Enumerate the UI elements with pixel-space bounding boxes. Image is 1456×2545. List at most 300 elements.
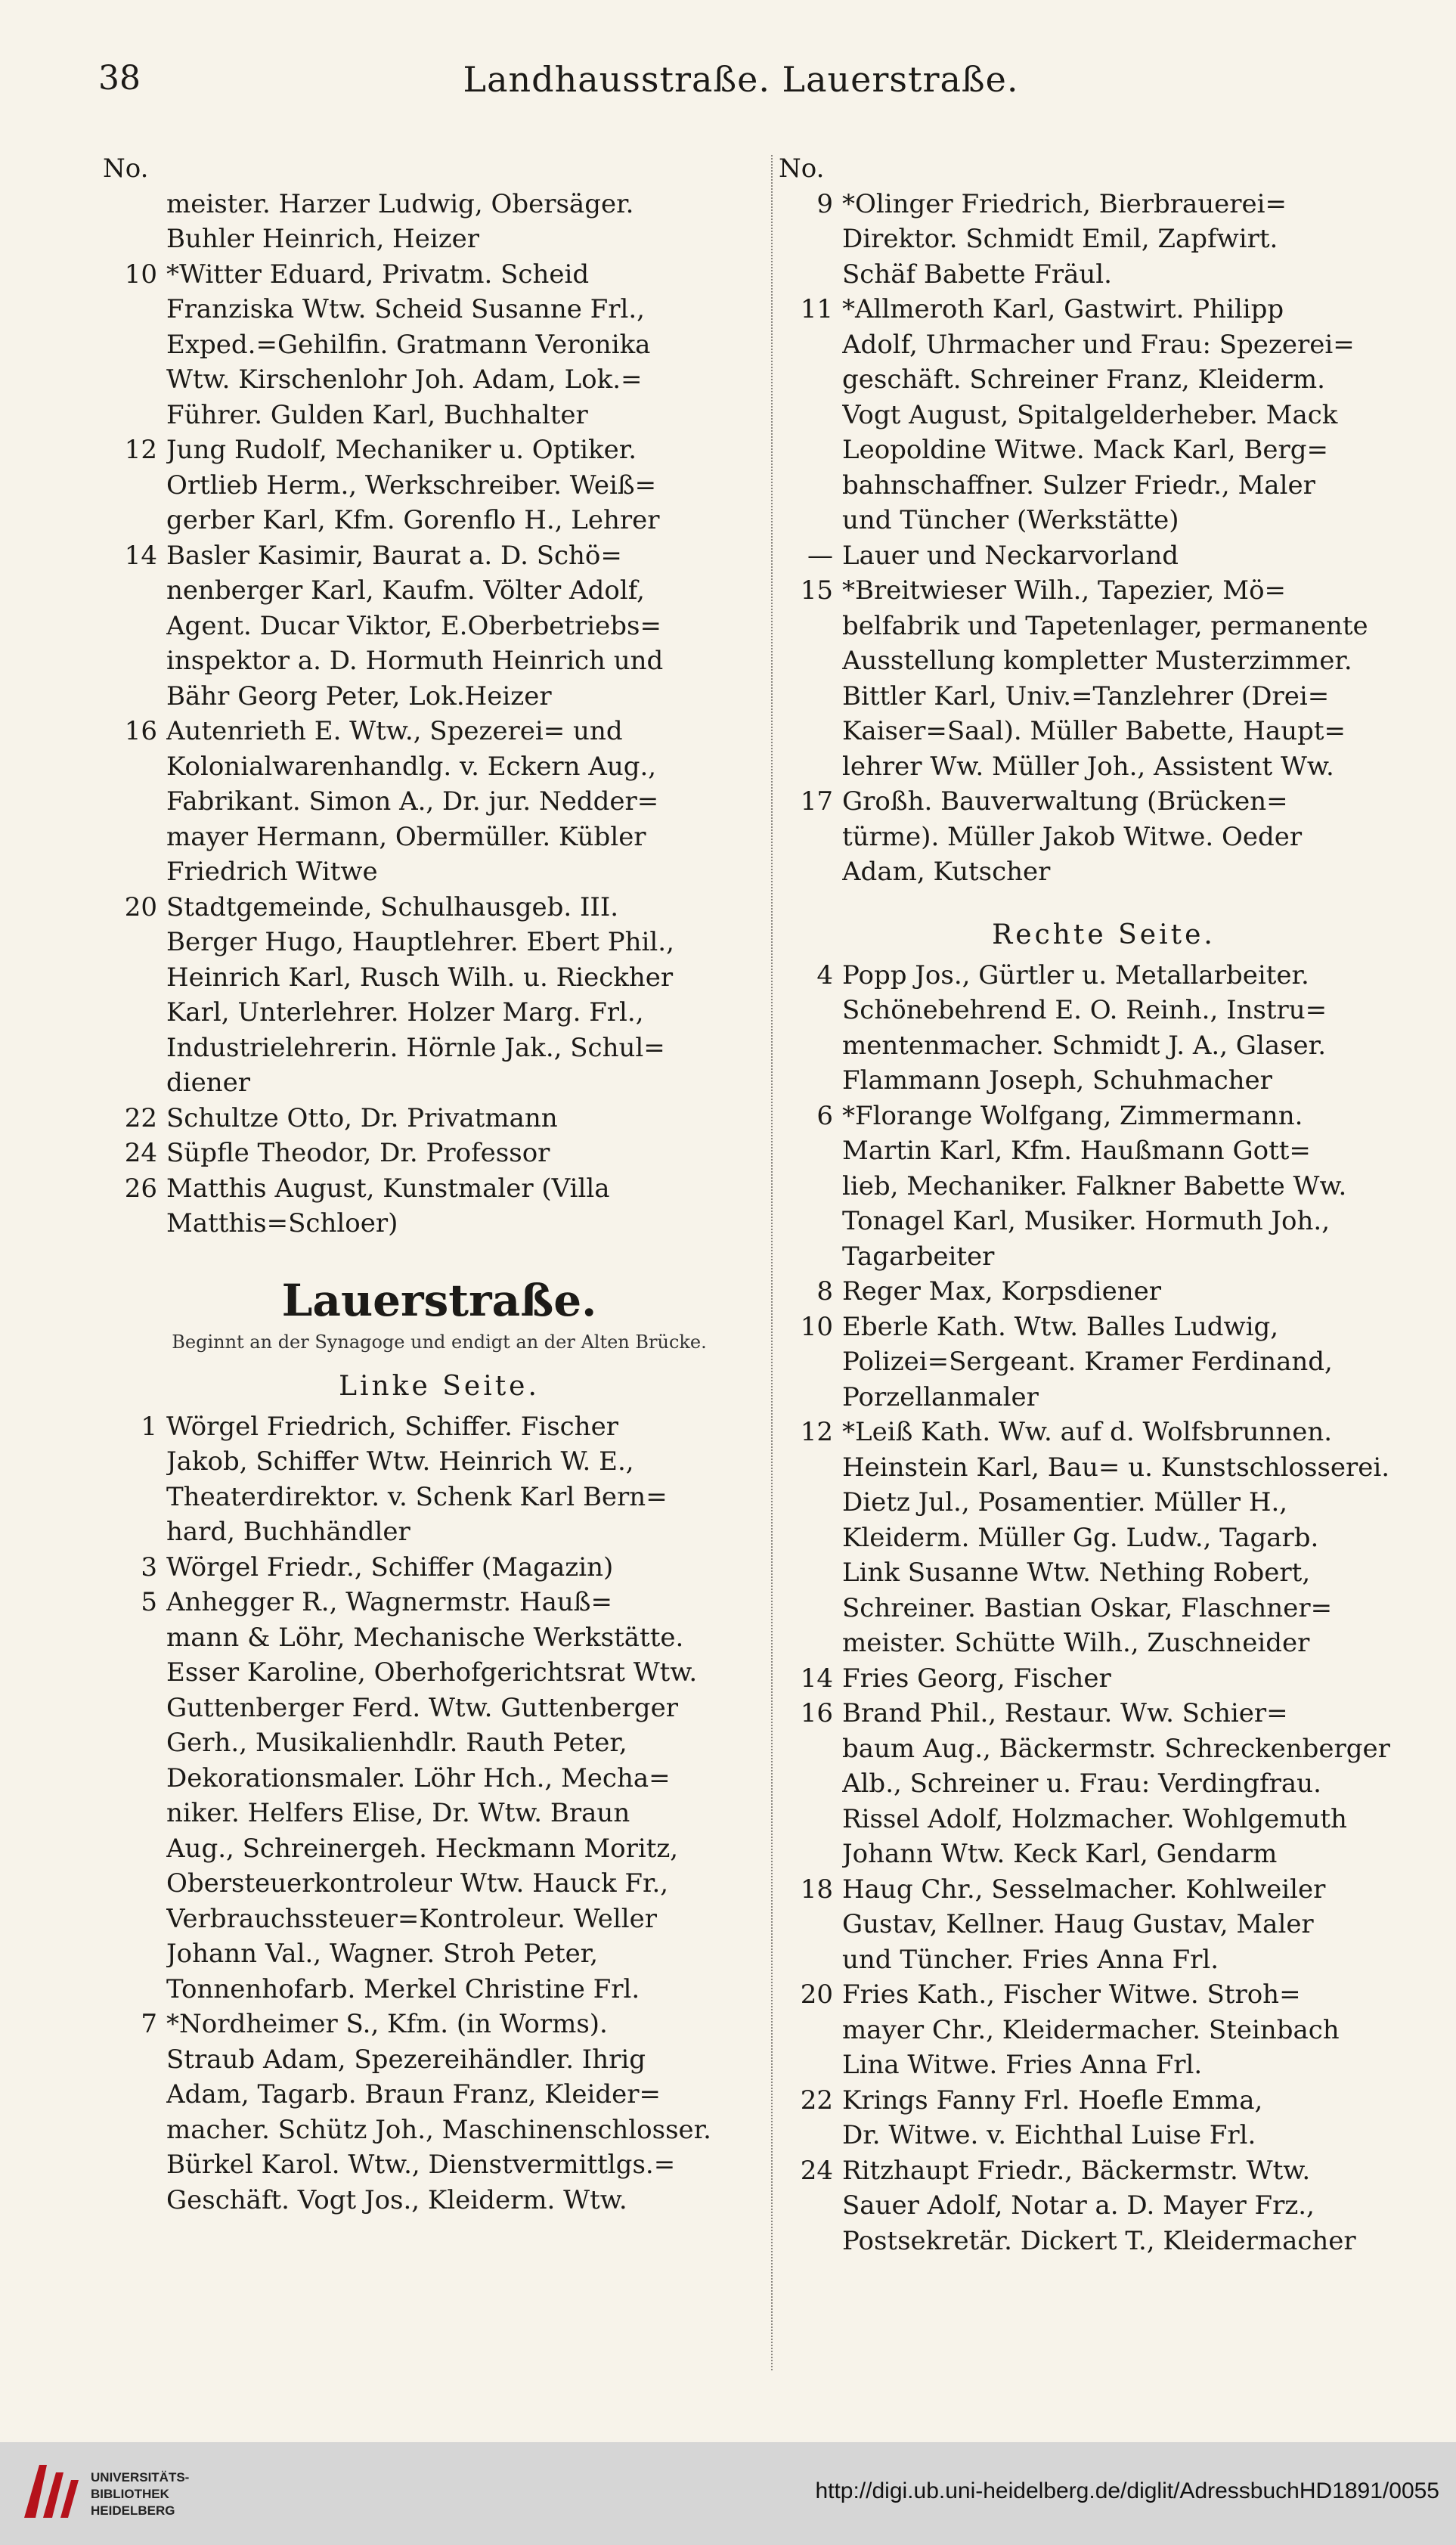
- house-number: [103, 1620, 166, 1656]
- entry-text: Ausstellung kompletter Musterzimmer.: [842, 646, 1352, 676]
- house-number: [103, 503, 166, 538]
- entry-row: [103, 925, 776, 960]
- entry-row: [103, 362, 776, 398]
- entry-row: [103, 714, 776, 749]
- entry-row: [779, 1450, 1429, 1486]
- entry-text: Esser Karoline, Oberhofgerichtsrat Wtw.: [166, 1657, 698, 1688]
- entry-text: Jung Rudolf, Mechaniker u. Optiker.: [166, 435, 637, 465]
- entry-row: [779, 2013, 1429, 2048]
- house-number: [779, 609, 842, 644]
- house-number: [103, 1936, 166, 1972]
- entry-text: Adam, Tagarb. Braun Franz, Kleider=: [166, 2079, 661, 2109]
- entry-row: [779, 2224, 1429, 2259]
- entry-row: [779, 1591, 1429, 1626]
- right-top-entries: [779, 187, 1429, 890]
- entry-text: macher. Schütz Joh., Maschinenschlosser.: [166, 2114, 711, 2145]
- entry-row: [779, 1907, 1429, 1942]
- entry-text: *Nordheimer S., Kfm. (in Worms).: [166, 2009, 608, 2039]
- entry-text: *Leiß Kath. Ww. auf d. Wolfsbrunnen.: [842, 1417, 1333, 1447]
- house-number: 12: [800, 1417, 833, 1447]
- entry-text: Ortlieb Herm., Werkschreiber. Weiß=: [166, 470, 657, 501]
- house-number: [779, 643, 842, 679]
- left-bottom-entries: [103, 1409, 776, 2218]
- entry-text: Lauer und Neckarvorland: [842, 540, 1179, 571]
- entry-row: [779, 2188, 1429, 2224]
- entry-text: Reger Max, Korpsdiener: [842, 1276, 1161, 1307]
- house-number: [779, 854, 842, 890]
- entry-text: Rissel Adolf, Holzmacher. Wohlgemuth: [842, 1803, 1347, 1834]
- house-number: 17: [800, 786, 833, 817]
- entry-text: Wörgel Friedrich, Schiffer. Fischer: [166, 1411, 618, 1442]
- house-number: [779, 2118, 842, 2153]
- entry-text: Alb., Schreiner u. Frau: Verdingfrau.: [842, 1768, 1321, 1799]
- house-number: [103, 573, 166, 609]
- house-number: 9: [816, 188, 833, 219]
- entry-text: und Tüncher (Werkstätte): [842, 505, 1179, 535]
- house-number: [779, 820, 842, 855]
- entry-row: [779, 1731, 1429, 1767]
- entry-row: [779, 609, 1429, 644]
- house-number: [779, 2188, 842, 2224]
- entry-row: [779, 1661, 1429, 1697]
- entry-row: [779, 292, 1429, 327]
- entry-text: Kolonialwarenhandlg. v. Eckern Aug.,: [166, 751, 657, 782]
- entry-text: mayer Hermann, Obermüller. Kübler: [166, 821, 646, 852]
- entry-text: Tagarbeiter: [842, 1241, 995, 1272]
- entry-text: Aug., Schreinergeh. Heckmann Moritz,: [166, 1833, 679, 1864]
- house-number: [103, 609, 166, 644]
- house-number: [103, 1514, 166, 1550]
- entry-text: gerber Karl, Kfm. Gorenflo H., Lehrer: [166, 505, 660, 535]
- house-number: [779, 398, 842, 433]
- column-divider: [771, 155, 773, 2370]
- entry-text: Theaterdirektor. v. Schenk Karl Bern=: [166, 1481, 668, 1512]
- entry-row: [779, 1344, 1429, 1380]
- entry-text: Heinstein Karl, Bau= u. Kunstschlosserei.: [842, 1452, 1390, 1483]
- house-number: [779, 679, 842, 715]
- viewer-footer: [0, 2442, 1456, 2545]
- entry-row: [103, 1655, 776, 1691]
- house-number: 12: [124, 435, 157, 465]
- entry-row: [779, 2047, 1429, 2083]
- entry-row: [103, 609, 776, 644]
- entry-text: Wtw. Kirschenlohr Joh. Adam, Lok.=: [166, 364, 643, 395]
- entry-row: [103, 1761, 776, 1796]
- entry-row: [779, 749, 1429, 785]
- entry-row: [779, 784, 1429, 820]
- entry-row: [779, 2118, 1429, 2153]
- house-number: [103, 398, 166, 433]
- entry-text: Dr. Witwe. v. Eichthal Luise Frl.: [842, 2120, 1256, 2150]
- house-number: [103, 2113, 166, 2148]
- entry-row: [779, 1133, 1429, 1169]
- entry-text: Johann Wtw. Keck Karl, Gendarm: [842, 1839, 1278, 1869]
- entry-row: [103, 749, 776, 785]
- entry-row: [779, 1485, 1429, 1520]
- entry-text: Anhegger R., Wagnermstr. Hauß=: [166, 1587, 613, 1617]
- entry-text: Vogt August, Spitalgelderheber. Mack: [842, 399, 1338, 430]
- entry-text: Gustav, Kellner. Haug Gustav, Maler: [842, 1909, 1314, 1939]
- house-number: [103, 1065, 166, 1101]
- house-number: [779, 1837, 842, 1872]
- house-number: [103, 854, 166, 890]
- entry-text: Matthis=Schloer): [166, 1208, 398, 1238]
- entry-row: [779, 2153, 1429, 2189]
- entry-row: [103, 1031, 776, 1066]
- entry-text: Adam, Kutscher: [842, 857, 1051, 887]
- entry-text: türme). Müller Jakob Witwe. Oeder: [842, 821, 1303, 852]
- entry-row: [103, 2042, 776, 2078]
- entry-row: [103, 995, 776, 1031]
- house-number: [779, 503, 842, 538]
- entry-text: Industrielehrerin. Hörnle Jak., Schul=: [166, 1032, 665, 1063]
- entry-row: [103, 1725, 776, 1761]
- entry-row: [779, 1239, 1429, 1275]
- entry-text: Jakob, Schiffer Wtw. Heinrich W. E.,: [166, 1446, 634, 1477]
- entry-row: [103, 1691, 776, 1726]
- house-number: [779, 749, 842, 785]
- entry-text: Postsekretär. Dickert T., Kleidermacher: [842, 2225, 1356, 2256]
- entry-text: mentenmacher. Schmidt J. A., Glaser.: [842, 1030, 1327, 1061]
- entry-text: Heinrich Karl, Rusch Wilh. u. Rieckher: [166, 962, 674, 993]
- entry-text: Martin Karl, Kfm. Haußmann Gott=: [842, 1136, 1311, 1166]
- house-number: [103, 643, 166, 679]
- house-number: [103, 820, 166, 855]
- entry-row: [103, 398, 776, 433]
- house-number: 1: [141, 1411, 157, 1442]
- right-bottom-entries: [779, 958, 1429, 2259]
- entry-text: Berger Hugo, Hauptlehrer. Ebert Phil.,: [166, 927, 674, 957]
- entry-text: Geschäft. Vogt Jos., Kleiderm. Wtw.: [166, 2184, 627, 2215]
- left-top-entries: [103, 187, 776, 1242]
- entry-text: Schäf Babette Fräul.: [842, 259, 1112, 290]
- entry-text: Lina Witwe. Fries Anna Frl.: [842, 2050, 1203, 2080]
- house-number: 5: [141, 1587, 157, 1617]
- house-number: 4: [816, 959, 833, 990]
- library-logo-icon: [17, 2457, 85, 2525]
- section-heading-right: Rechte Seite.: [992, 919, 1216, 950]
- entry-row: [103, 1902, 776, 1937]
- entry-row: [779, 2083, 1429, 2119]
- entry-text: Sauer Adolf, Notar a. D. Mayer Frz.,: [842, 2190, 1315, 2221]
- entry-row: [103, 2113, 776, 2148]
- entry-text: Polizei=Sergeant. Kramer Ferdinand,: [842, 1347, 1333, 1377]
- entry-row: [103, 960, 776, 996]
- entry-row: [103, 222, 776, 257]
- entry-text: Friedrich Witwe: [166, 857, 378, 887]
- house-number: [779, 1485, 842, 1520]
- entry-row: [779, 820, 1429, 855]
- house-number: 10: [124, 259, 157, 290]
- entry-row: [779, 222, 1429, 257]
- house-number: 10: [800, 1311, 833, 1342]
- entry-row: [779, 679, 1429, 715]
- entry-text: und Tüncher. Fries Anna Frl.: [842, 1944, 1219, 1975]
- entry-text: Schreiner. Bastian Oskar, Flaschner=: [842, 1592, 1333, 1623]
- house-number: 26: [124, 1173, 157, 1204]
- entry-row: [103, 468, 776, 504]
- entry-row: [779, 854, 1429, 890]
- house-number: [779, 1907, 842, 1942]
- entry-row: [779, 362, 1429, 398]
- house-number: [103, 1796, 166, 1831]
- house-number: [103, 1031, 166, 1066]
- entry-text: niker. Helfers Elise, Dr. Wtw. Braun: [166, 1798, 630, 1828]
- entry-row: [779, 187, 1429, 222]
- entry-row: [103, 2147, 776, 2183]
- entry-text: Fries Kath., Fischer Witwe. Stroh=: [842, 1979, 1301, 2010]
- entry-row: [103, 1585, 776, 1620]
- entry-row: [103, 1136, 776, 1171]
- house-number: —: [807, 540, 833, 571]
- house-number: [103, 784, 166, 820]
- entry-row: [779, 573, 1429, 609]
- entry-row: [103, 1514, 776, 1550]
- entry-row: [103, 1831, 776, 1867]
- column-no-label: No.: [103, 153, 149, 184]
- entry-row: [103, 1480, 776, 1515]
- house-number: [779, 1802, 842, 1837]
- house-number: [103, 1831, 166, 1867]
- entry-row: [103, 187, 776, 222]
- house-number: [779, 714, 842, 749]
- house-number: [779, 1169, 842, 1204]
- entry-text: Brand Phil., Restaur. Ww. Schier=: [842, 1698, 1288, 1728]
- house-number: [103, 1444, 166, 1480]
- entry-row: [779, 993, 1429, 1028]
- house-number: [103, 1725, 166, 1761]
- entry-text: Adolf, Uhrmacher und Frau: Spezerei=: [842, 329, 1355, 360]
- entry-row: [103, 503, 776, 538]
- house-number: 22: [800, 2085, 833, 2116]
- house-number: 20: [124, 891, 157, 922]
- entry-text: Bähr Georg Peter, Lok.Heizer: [166, 680, 552, 711]
- house-number: [779, 1591, 842, 1626]
- entry-text: baum Aug., Bäckermstr. Schreckenberger: [842, 1733, 1390, 1764]
- entry-text: Karl, Unterlehrer. Holzer Marg. Frl.,: [166, 997, 644, 1028]
- entry-row: [779, 958, 1429, 994]
- entry-text: Agent. Ducar Viktor, E.Oberbetriebs=: [166, 610, 661, 641]
- entry-row: [779, 1766, 1429, 1802]
- entry-text: Dekorationsmaler. Löhr Hch., Mecha=: [166, 1762, 671, 1793]
- house-number: [779, 1344, 842, 1380]
- entry-row: [103, 292, 776, 327]
- house-number: [779, 1555, 842, 1591]
- house-number: [103, 2147, 166, 2183]
- house-number: [103, 1691, 166, 1726]
- entry-text: Haug Chr., Sesselmacher. Kohlweiler: [842, 1874, 1326, 1905]
- entry-text: *Olinger Friedrich, Bierbrauerei=: [842, 188, 1287, 219]
- house-number: [103, 679, 166, 715]
- entry-row: [103, 820, 776, 855]
- entry-row: [779, 1099, 1429, 1134]
- page-number: 38: [98, 59, 141, 98]
- entry-text: Flammann Joseph, Schuhmacher: [842, 1065, 1272, 1096]
- entry-text: Link Susanne Wtw. Nething Robert,: [842, 1558, 1311, 1588]
- entry-row: [103, 1796, 776, 1831]
- entry-row: [779, 1942, 1429, 1978]
- house-number: [779, 2013, 842, 2048]
- house-number: [103, 925, 166, 960]
- house-number: [103, 2183, 166, 2218]
- entry-text: Verbrauchssteuer=Kontroleur. Weller: [166, 1903, 658, 1934]
- entry-text: Matthis August, Kunstmaler (Villa: [166, 1173, 610, 1204]
- house-number: [779, 1204, 842, 1239]
- entry-row: [779, 1063, 1429, 1099]
- entry-row: [779, 1837, 1429, 1872]
- entry-text: meister. Schütte Wilh., Zuschneider: [842, 1628, 1310, 1658]
- house-number: 11: [800, 294, 833, 324]
- entry-row: [779, 1520, 1429, 1556]
- entry-text: Führer. Gulden Karl, Buchhalter: [166, 399, 588, 430]
- house-number: 24: [124, 1138, 157, 1168]
- house-number: 18: [800, 1874, 833, 1905]
- entry-row: [779, 1310, 1429, 1345]
- house-number: [103, 327, 166, 363]
- house-number: [779, 1731, 842, 1767]
- house-number: [779, 468, 842, 504]
- entry-text: Guttenberger Ferd. Wtw. Guttenberger: [166, 1692, 678, 1723]
- entry-row: [103, 1444, 776, 1480]
- entry-row: [779, 714, 1429, 749]
- entry-text: Stadtgemeinde, Schulhausgeb. III.: [166, 891, 619, 922]
- entry-text: Leopoldine Witwe. Mack Karl, Berg=: [842, 435, 1329, 465]
- house-number: [779, 1028, 842, 1064]
- house-number: [779, 993, 842, 1028]
- entry-text: *Witter Eduard, Privatm. Scheid: [166, 259, 590, 290]
- house-number: 14: [800, 1663, 833, 1694]
- entry-row: [103, 1550, 776, 1586]
- entry-text: Kaiser=Saal). Müller Babette, Haupt=: [842, 716, 1346, 746]
- entry-text: Fabrikant. Simon A., Dr. jur. Nedder=: [166, 786, 659, 817]
- entry-row: [103, 2007, 776, 2042]
- house-number: [779, 1520, 842, 1556]
- house-number: [103, 1480, 166, 1515]
- entry-text: lieb, Mechaniker. Falkner Babette Ww.: [842, 1170, 1347, 1201]
- house-number: 8: [816, 1276, 833, 1307]
- house-number: [779, 1063, 842, 1099]
- entry-row: [779, 257, 1429, 293]
- entry-row: [779, 538, 1429, 574]
- house-number: [779, 327, 842, 363]
- entry-row: [103, 2183, 776, 2218]
- section-title: Lauerstraße.: [281, 1274, 597, 1326]
- entry-row: [103, 679, 776, 715]
- entry-text: Popp Jos., Gürtler u. Metallarbeiter.: [842, 959, 1309, 990]
- entry-row: [103, 1065, 776, 1101]
- column-no-label: No.: [779, 153, 825, 184]
- entry-row: [779, 1415, 1429, 1450]
- entry-text: Autenrieth E. Wtw., Spezerei= und: [166, 716, 623, 746]
- entry-row: [103, 1206, 776, 1242]
- entry-text: bahnschaffner. Sulzer Friedr., Maler: [842, 470, 1315, 501]
- entry-row: [103, 257, 776, 293]
- house-number: [103, 1866, 166, 1902]
- house-number: 22: [124, 1102, 157, 1133]
- house-number: 15: [800, 575, 833, 606]
- entry-text: meister. Harzer Ludwig, Obersäger.: [166, 188, 634, 219]
- entry-text: Ritzhaupt Friedr., Bäckermstr. Wtw.: [842, 2155, 1311, 2186]
- house-number: [779, 432, 842, 468]
- entry-text: Basler Kasimir, Baurat a. D. Schö=: [166, 540, 622, 571]
- entry-text: inspektor a. D. Hormuth Heinrich und: [166, 646, 664, 676]
- entry-text: Johann Val., Wagner. Stroh Peter,: [166, 1939, 599, 1969]
- entry-row: [779, 432, 1429, 468]
- entry-row: [103, 1972, 776, 2007]
- section-heading-left: Linke Seite.: [339, 1370, 540, 1402]
- house-number: 16: [800, 1698, 833, 1728]
- entry-row: [103, 2077, 776, 2113]
- entry-row: [103, 1620, 776, 1656]
- house-number: [779, 1133, 842, 1169]
- house-number: [779, 2224, 842, 2259]
- house-number: [103, 1761, 166, 1796]
- entry-row: [103, 784, 776, 820]
- entry-row: [103, 1409, 776, 1445]
- entry-row: [779, 643, 1429, 679]
- entry-row: [103, 890, 776, 925]
- entry-text: geschäft. Schreiner Franz, Kleiderm.: [842, 364, 1325, 395]
- house-number: [779, 362, 842, 398]
- entry-text: Gerh., Musikalienhdlr. Rauth Peter,: [166, 1728, 627, 1758]
- entry-text: nenberger Karl, Kaufm. Völter Adolf,: [166, 575, 645, 606]
- entry-row: [779, 503, 1429, 538]
- entry-row: [779, 1204, 1429, 1239]
- entry-row: [103, 854, 776, 890]
- house-number: [779, 2047, 842, 2083]
- house-number: 3: [141, 1551, 157, 1582]
- house-number: [103, 362, 166, 398]
- entry-text: Großh. Bauverwaltung (Brücken=: [842, 786, 1288, 817]
- house-number: [103, 749, 166, 785]
- entry-row: [779, 1028, 1429, 1064]
- house-number: [779, 1239, 842, 1275]
- entry-text: Wörgel Friedr., Schiffer (Magazin): [166, 1551, 614, 1582]
- entry-text: Tonnenhofarb. Merkel Christine Frl.: [166, 1973, 640, 2004]
- house-number: [103, 292, 166, 327]
- entry-row: [103, 1171, 776, 1207]
- entry-text: Obersteuerkontroleur Wtw. Hauck Fr.,: [166, 1868, 669, 1899]
- entry-row: [779, 1626, 1429, 1661]
- house-number: 6: [816, 1100, 833, 1131]
- house-number: [103, 995, 166, 1031]
- entry-text: Tonagel Karl, Musiker. Hormuth Joh.,: [842, 1206, 1331, 1236]
- entry-row: [779, 1977, 1429, 2013]
- entry-row: [779, 1555, 1429, 1591]
- entry-row: [779, 468, 1429, 504]
- entry-text: Porzellanmaler: [842, 1381, 1039, 1412]
- entry-row: [779, 398, 1429, 433]
- entry-text: Direktor. Schmidt Emil, Zapfwirt.: [842, 224, 1278, 254]
- house-number: 20: [800, 1979, 833, 2010]
- entry-row: [779, 1169, 1429, 1204]
- permalink-url[interactable]: http://digi.ub.uni-heidelberg.de/diglit/AdressbuchHD1891/0055: [815, 2478, 1439, 2503]
- entry-text: *Allmeroth Karl, Gastwirt. Philipp: [842, 294, 1284, 324]
- house-number: [779, 1450, 842, 1486]
- house-number: [779, 257, 842, 293]
- house-number: [103, 468, 166, 504]
- page-header: [98, 59, 1383, 112]
- entry-text: Fries Georg, Fischer: [842, 1663, 1111, 1694]
- entry-text: Kleiderm. Müller Gg. Ludw., Tagarb.: [842, 1522, 1319, 1553]
- entry-text: Süpfle Theodor, Dr. Professor: [166, 1138, 550, 1168]
- entry-text: lehrer Ww. Müller Joh., Assistent Ww.: [842, 751, 1334, 782]
- entry-row: [779, 1380, 1429, 1415]
- entry-row: [103, 1101, 776, 1136]
- entry-text: mann & Löhr, Mechanische Werkstätte.: [166, 1622, 684, 1653]
- entry-text: *Florange Wolfgang, Zimmermann.: [842, 1100, 1303, 1131]
- entry-row: [779, 1872, 1429, 1908]
